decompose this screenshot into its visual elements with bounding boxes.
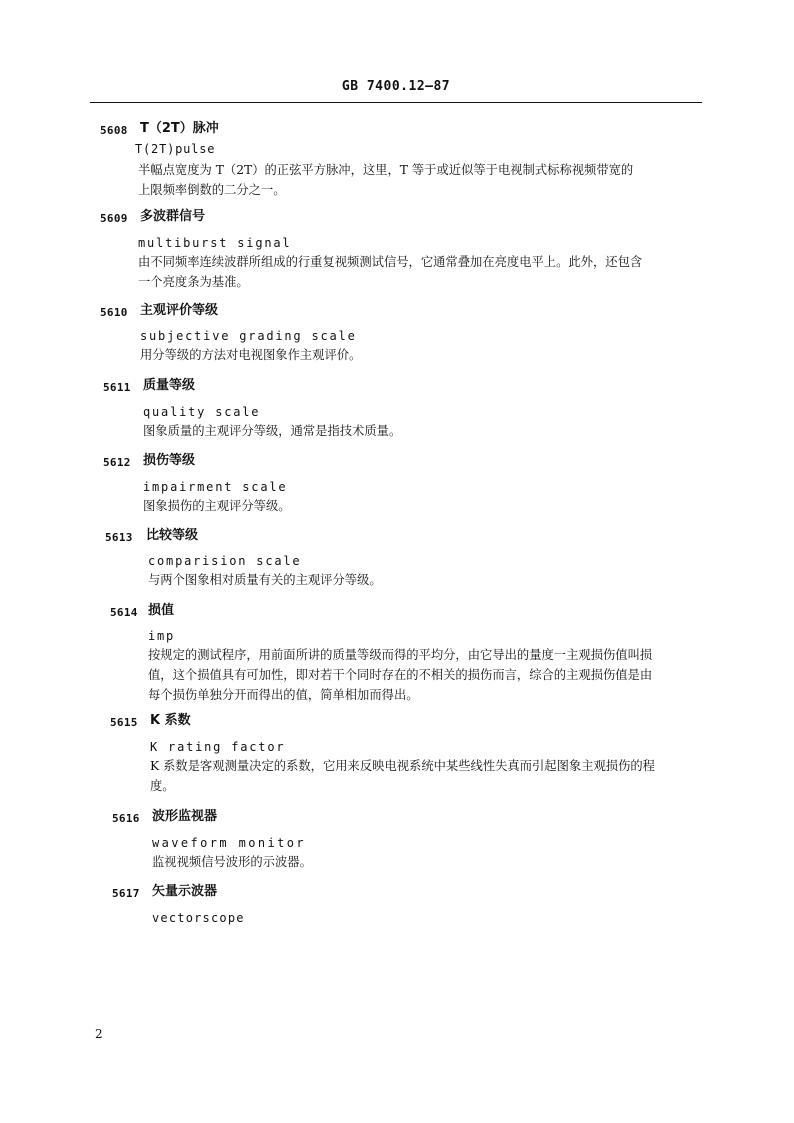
term-title: T（2T）脉冲	[140, 121, 219, 136]
term-definition-line: K 系数是客观测量决定的系数，它用来反映电视系统中某些线性失真而引起图象主观损伤的程	[150, 759, 655, 773]
term-title: 质量等级	[143, 378, 196, 393]
term-definition-line: 由不同频率连续波群所组成的行重复视频测试信号，它通常叠加在亮度电平上。此外，还包含	[138, 255, 643, 269]
term-definition-line: 图象质量的主观评分等级，通常是指技术质量。	[143, 424, 402, 438]
term-definition-line: 每个损伤单独分开而得出的值，简单相加而得出。	[148, 688, 419, 702]
term-number: 5617	[112, 887, 140, 900]
term-definition-line: 一个亮度条为基准。	[138, 275, 249, 289]
term-title: K 系数	[150, 713, 191, 728]
term-english: quality scale	[143, 405, 261, 419]
term-english: waveform monitor	[152, 836, 306, 850]
term-definition-line: 按规定的测试程序，用前面所讲的质量等级而得的平均分，由它导出的量度一主观损伤值叫损	[148, 648, 653, 662]
term-english: multiburst signal	[138, 236, 292, 250]
term-number: 5616	[112, 812, 140, 825]
standard-code: GB 7400.12—87	[341, 79, 451, 94]
term-definition-line: 与两个图象相对质量有关的主观评分等级。	[148, 573, 382, 587]
term-definition-line: 半幅点宽度为 T（2T）的正弦平方脉冲，这里，T 等于或近似等于电视制式标称视频带宽的	[138, 163, 634, 177]
term-definition-line: 图象损伤的主观评分等级。	[143, 499, 291, 513]
term-title: 比较等级	[146, 528, 199, 543]
term-definition-line: 上限频率倒数的二分之一。	[138, 183, 286, 197]
term-number: 5612	[103, 456, 131, 469]
term-title: 损值	[148, 603, 175, 618]
page-number: 2	[95, 1027, 103, 1041]
term-number: 5614	[110, 606, 138, 619]
term-english: subjective grading scale	[140, 329, 357, 343]
term-number: 5615	[110, 716, 138, 729]
term-english: imp	[148, 629, 176, 643]
term-english: impairment scale	[143, 480, 288, 494]
term-number: 5611	[103, 381, 131, 394]
term-title: 波形监视器	[152, 809, 218, 824]
term-definition-line: 用分等级的方法对电视图象作主观评价。	[140, 348, 362, 362]
term-number: 5610	[100, 306, 128, 319]
page-header	[90, 78, 702, 103]
term-definition-line: 值，这个损值具有可加性，即对若干个同时存在的不相关的损伤而言，综合的主观损伤值是由	[148, 668, 653, 682]
term-english: T(2T)pulse	[135, 142, 216, 156]
term-number: 5613	[105, 531, 133, 544]
term-title: 损伤等级	[143, 453, 196, 468]
term-definition-line: 监视视频信号波形的示波器。	[152, 855, 312, 869]
term-number: 5608	[100, 124, 128, 137]
term-title: 矢量示波器	[152, 884, 218, 899]
term-english: K rating factor	[150, 740, 286, 754]
term-definition-line: 度。	[150, 779, 175, 793]
term-title: 多波群信号	[140, 209, 206, 224]
term-english: comparision scale	[148, 554, 302, 568]
term-number: 5609	[100, 212, 128, 225]
term-title: 主观评价等级	[140, 303, 219, 318]
term-english: vectorscope	[152, 911, 245, 925]
